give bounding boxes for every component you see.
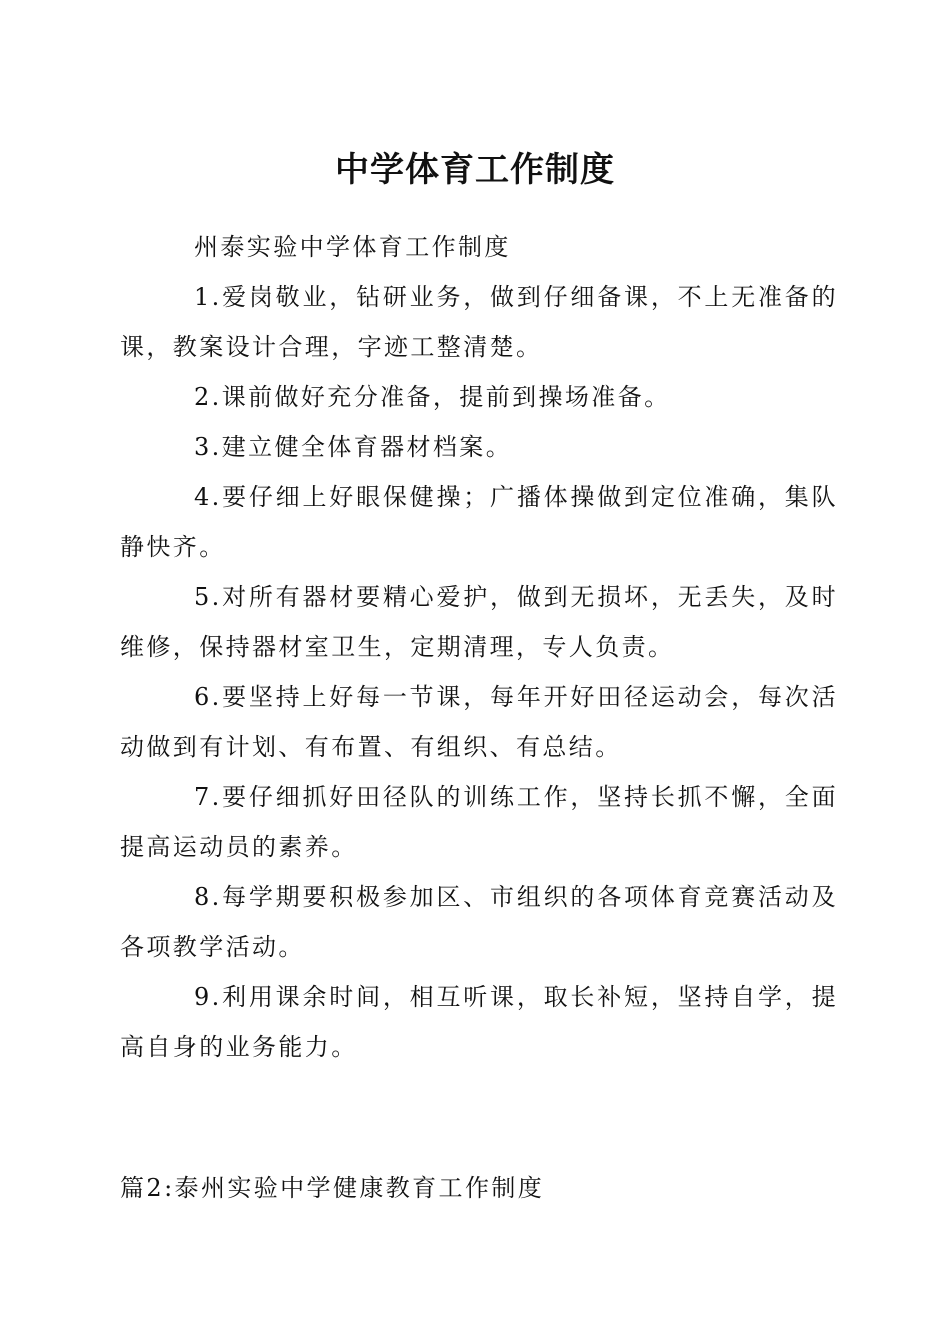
rule-item-5: 5.对所有器材要精心爱护，做到无损坏，无丢失，及时维修，保持器材室卫生，定期清理，专人负责。: [120, 583, 838, 661]
rule-item-2: 2.课前做好充分准备，提前到操场准备。: [194, 383, 671, 411]
rule-item-8: 8.每学期要积极参加区、市组织的各项体育竞赛活动及各项教学活动。: [120, 883, 838, 961]
rule-item-6: 6.要坚持上好每一节课，每年开好田径运动会，每次活动做到有计划、有布置、有组织、有总结。: [120, 683, 838, 761]
rule-item-1: 1.爱岗敬业，钻研业务，做到仔细备课，不上无准备的课，教案设计合理，字迹工整清楚。: [120, 283, 838, 361]
document-subtitle: 州泰实验中学体育工作制度: [194, 233, 511, 261]
rule-item-7: 7.要仔细抓好田径队的训练工作，坚持长抓不懈，全面提高运动员的素养。: [120, 783, 838, 861]
rule-item-3: 3.建立健全体育器材档案。: [194, 433, 513, 461]
next-section-heading: 篇2:泰州实验中学健康教育工作制度: [120, 1174, 545, 1202]
rule-item-4: 4.要仔细上好眼保健操；广播体操做到定位准确，集队静快齐。: [120, 483, 838, 561]
document-title: 中学体育工作制度: [335, 150, 615, 190]
document-body: [120, 222, 838, 1072]
rule-item-9: 9.利用课余时间，相互听课，取长补短，坚持自学，提高自身的业务能力。: [120, 983, 838, 1061]
